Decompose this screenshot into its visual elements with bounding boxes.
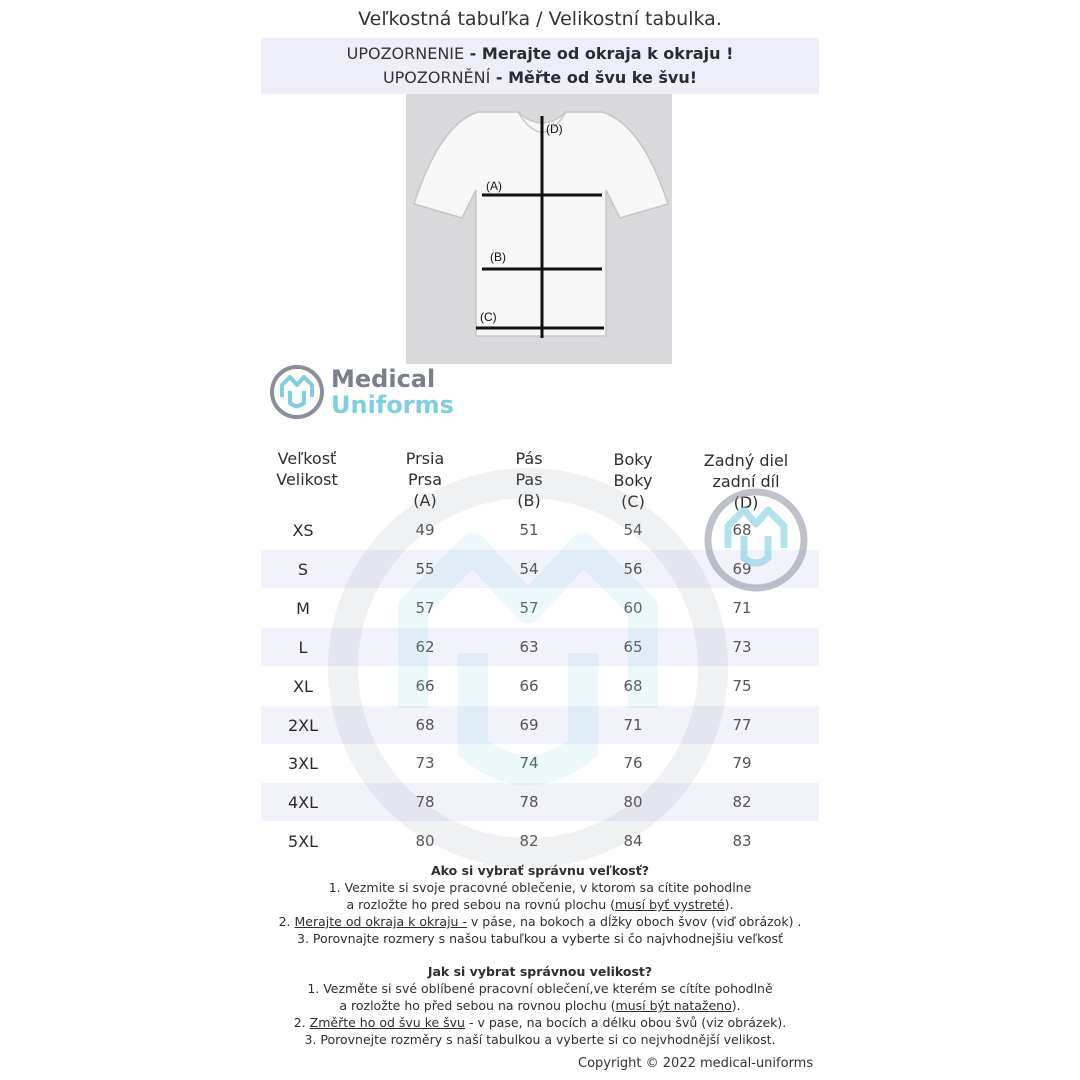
logo-text-medical: Medical <box>331 365 436 393</box>
instructions-cz-heading: Jak si vybrat správnou velikost? <box>427 964 653 979</box>
measure-cell-d: 82 <box>732 793 752 812</box>
header-chest: Prsia Prsa (A) <box>405 449 445 510</box>
header-back: Zadný diel zadní díl (D) <box>703 451 789 512</box>
logo-emblem-icon <box>268 363 326 421</box>
header-size: Veľkosť Velikost <box>276 449 338 489</box>
measure-cell-d: 77 <box>732 715 752 734</box>
measure-cell-b: 78 <box>519 793 539 812</box>
measure-cell-c: 84 <box>623 832 643 851</box>
measure-cell-b: 63 <box>519 637 539 656</box>
measure-cell-d: 71 <box>732 598 752 617</box>
warning-cz-label: UPOZORNĚNÍ <box>382 68 491 87</box>
measure-cell-d: 73 <box>732 637 752 656</box>
warning-sk-text: - Merajte od okraja k okraju ! <box>464 44 734 63</box>
header-hips: Boky Boky (C) <box>613 450 653 511</box>
measure-cell-b: 51 <box>519 521 539 539</box>
size-cell: 4XL <box>287 793 319 813</box>
measure-cell-a: 62 <box>415 637 435 656</box>
measure-cell-a: 49 <box>415 521 435 539</box>
measure-cell-a: 78 <box>415 793 435 812</box>
size-cell: L <box>298 637 308 657</box>
measure-cell-a: 68 <box>415 715 435 734</box>
table-row <box>261 550 819 588</box>
measure-cell-c: 80 <box>623 793 643 812</box>
measure-cell-d: 75 <box>732 676 752 695</box>
measure-cell-c: 54 <box>623 521 643 539</box>
warning-sk <box>261 44 819 63</box>
measure-cell-b: 82 <box>519 832 539 851</box>
measure-cell-c: 76 <box>623 754 643 773</box>
measure-cell-c: 71 <box>623 715 643 734</box>
page-title: Veľkostná tabuľka / Velikostní tabulka. <box>358 8 722 30</box>
header-waist: Pás Pas (B) <box>515 449 543 510</box>
instructions-sk: Ako si vybrať správnu veľkosť? 1. Vezmite si svoje pracovné oblečenie, v ktorom sa cítite pohodlne a rozložte ho pred sebou na rovnú plochu (musí byť vystreté). 2. Merajte od okraja k okraju - v páse, na bokoch a dĺžky oboch švov (viď obrázok) . 3. Porovnajte rozmery s našou tabuľkou a vyberte si čo najvhodnejšiu veľkosť <box>0 862 1080 947</box>
table-row <box>261 822 819 860</box>
table-row <box>261 628 819 666</box>
measure-cell-b: 57 <box>519 598 539 617</box>
label-c: (C) <box>480 310 497 324</box>
measure-cell-d: 83 <box>732 832 752 851</box>
table-row <box>261 783 819 821</box>
measure-cell-d: 69 <box>732 559 752 578</box>
instructions-cz: Jak si vybrat správnou velikost? 1. Vezměte si své oblíbené pracovní oblečení,ve kterém se cítíte pohodlně a rozložte ho před sebou na rovnou plochu (musí být nataženo). 2. Změřte ho od švu ke švu - v pase, na bocích a délku obou švů (viz obrázek). 3. Porovnejte rozměry s naší tabulkou a vyberte si co nejvhodnější velikost. <box>0 963 1080 1048</box>
size-cell: 2XL <box>287 715 319 735</box>
measure-cell-c: 65 <box>623 637 643 656</box>
size-cell: 3XL <box>287 754 319 774</box>
table-row <box>261 511 819 549</box>
measure-cell-a: 80 <box>415 832 435 851</box>
label-d: (D) <box>546 122 563 136</box>
warning-box <box>261 38 819 94</box>
measure-cell-b: 74 <box>519 754 539 773</box>
measure-cell-c: 56 <box>623 559 643 578</box>
label-b: (B) <box>490 250 506 264</box>
measure-cell-b: 66 <box>519 676 539 695</box>
scrub-shirt-diagram <box>406 94 672 364</box>
label-a: (A) <box>486 179 502 193</box>
warning-cz <box>261 68 819 87</box>
copyright: Copyright © 2022 medical-uniforms <box>578 1056 814 1071</box>
table-row <box>261 744 819 782</box>
warning-cz-text: - Měřte od švu ke švu! <box>490 68 698 87</box>
instructions-sk-heading: Ako si vybrať správnu veľkosť? <box>431 863 649 878</box>
size-cell: M <box>296 598 310 618</box>
measure-cell-a: 55 <box>415 559 435 578</box>
table-row <box>261 706 819 744</box>
warning-sk-label: UPOZORNENIE <box>346 44 465 63</box>
measure-cell-a: 66 <box>415 676 435 695</box>
size-cell: 5XL <box>287 832 319 852</box>
logo-text-uniforms: Uniforms <box>331 391 454 419</box>
size-cell: XS <box>292 521 314 540</box>
measure-cell-b: 54 <box>519 559 539 578</box>
measure-cell-a: 73 <box>415 754 435 773</box>
size-cell: S <box>297 559 309 579</box>
measure-cell-c: 68 <box>623 676 643 695</box>
measure-cell-c: 60 <box>623 598 643 617</box>
table-row <box>261 667 819 705</box>
measure-cell-d: 68 <box>732 521 752 539</box>
measure-cell-a: 57 <box>415 598 435 617</box>
medical-uniforms-logo <box>268 363 488 421</box>
table-row <box>261 589 819 627</box>
size-cell: XL <box>293 676 313 696</box>
measure-cell-b: 69 <box>519 715 539 734</box>
measure-cell-d: 79 <box>732 754 752 773</box>
